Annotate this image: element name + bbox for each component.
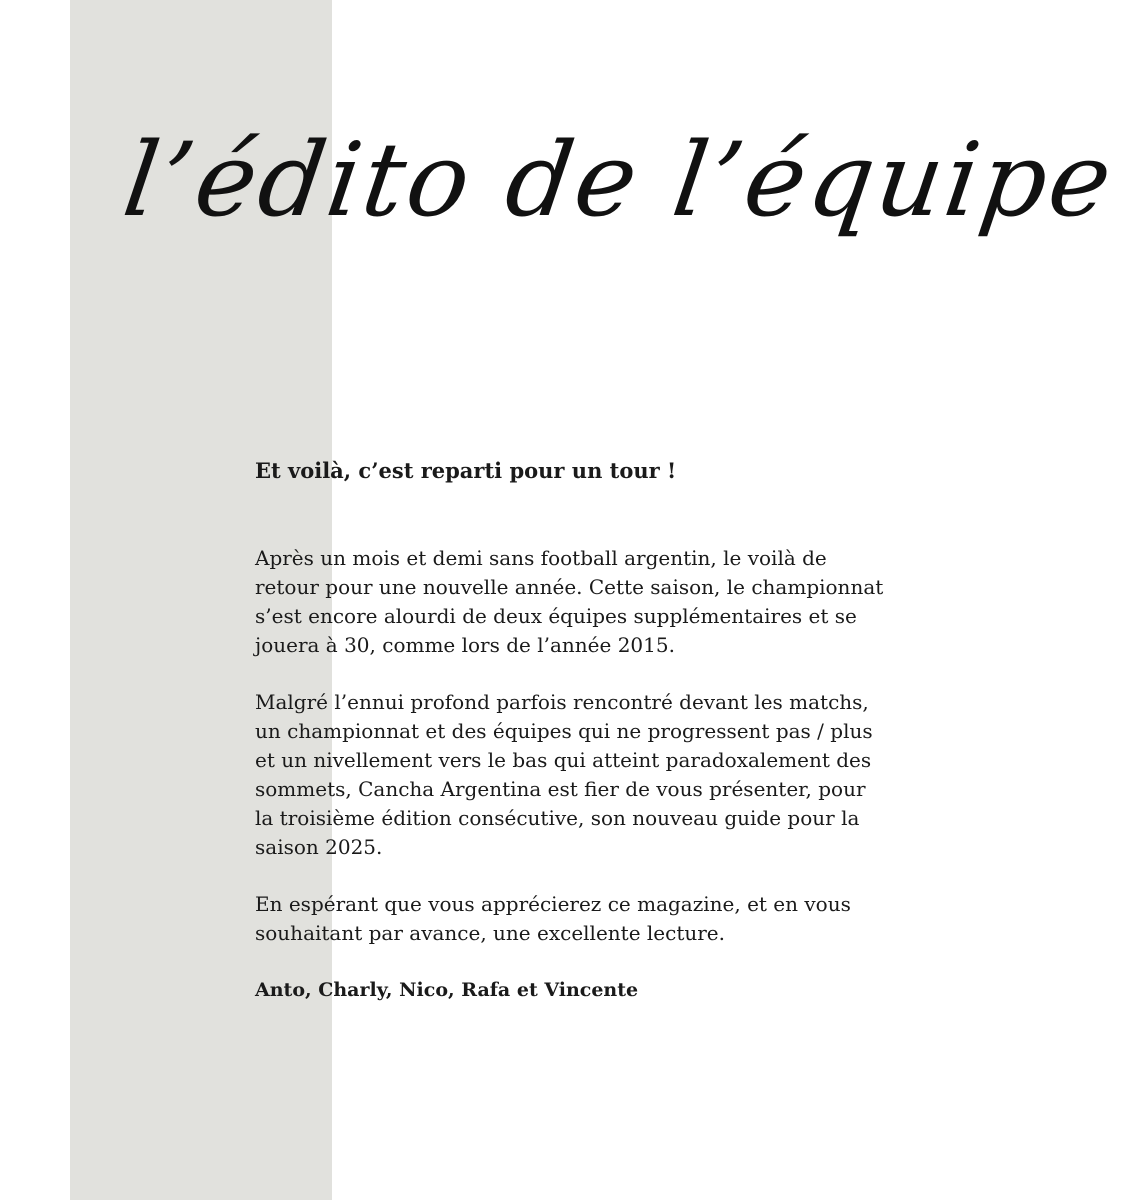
paragraph-1 [255,544,995,660]
paragraph-line: En espérant que vous apprécierez ce magazine, et en vous [255,892,851,916]
paragraph-3 [255,890,995,948]
paragraph-line: jouera à 30, comme lors de l’année 2015. [255,633,675,657]
signature: Anto, Charly, Nico, Rafa et Vincente [255,979,639,1001]
paragraph-2 [255,688,995,862]
paragraph-line: sommets, Cancha Argentina est fier de vous présenter, pour [255,777,866,801]
page-title: l’édito de l’équipe [116,121,1122,240]
editorial-body [255,456,995,1004]
paragraph-line: saison 2025. [255,835,383,859]
paragraph-line: s’est encore alourdi de deux équipes supplémentaires et se [255,604,857,628]
paragraph-line: souhaitant par avance, une excellente lecture. [255,921,725,945]
paragraph-line: la troisième édition consécutive, son nouveau guide pour la [255,806,860,830]
paragraph-line: Après un mois et demi sans football argentin, le voilà de [255,546,827,570]
paragraph-line: et un nivellement vers le bas qui atteint paradoxalement des [255,748,872,772]
paragraph-line: retour pour une nouvelle année. Cette saison, le championnat [255,575,884,599]
lead-heading: Et voilà, c’est reparti pour un tour ! [255,458,677,483]
paragraph-line: Malgré l’ennui profond parfois rencontré devant les matchs, [255,690,869,714]
paragraph-line: un championnat et des équipes qui ne progressent pas / plus [255,719,873,743]
